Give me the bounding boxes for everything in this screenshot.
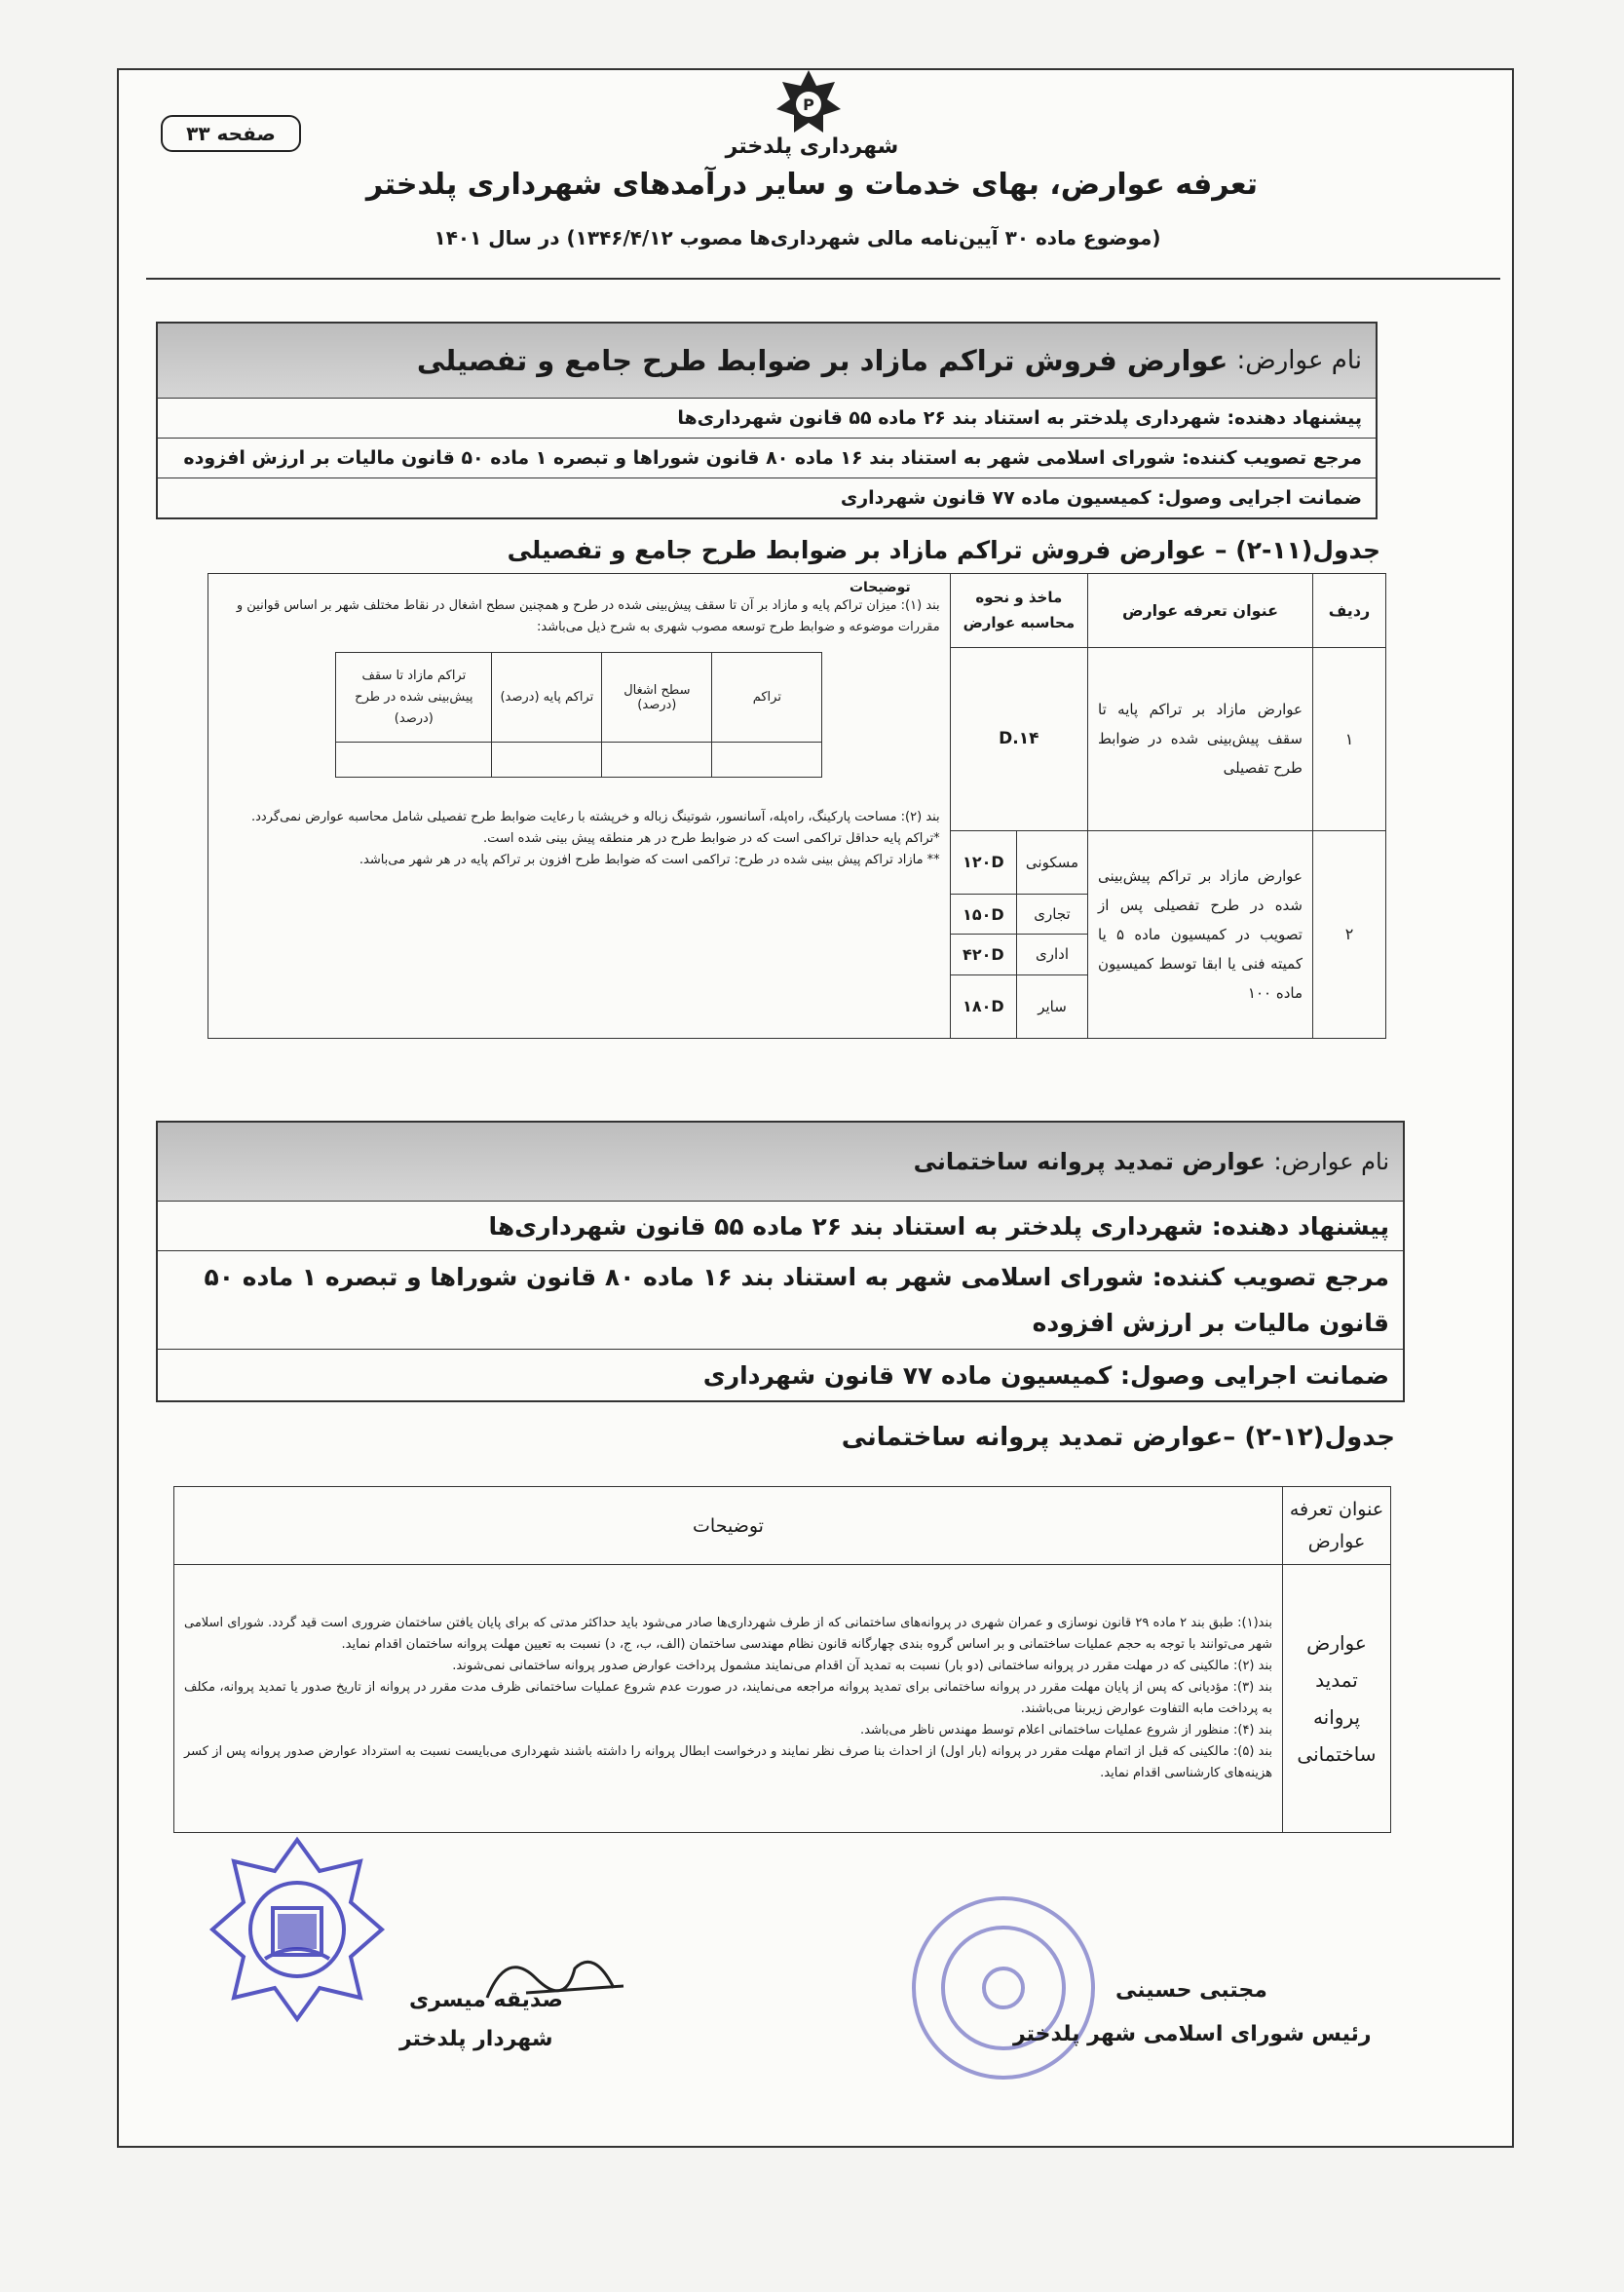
col-header-basis: ماخذ و نحوه محاسبه عوارض: [950, 574, 1087, 648]
renewal-note-2: بند (۲): مالکینی که در مهلت مقرر در پروانه ساختمانی (دو بار) نسبت به تمدید آن اقدام می‌نمایند مشمول پرداخت عوارض صدور پروانه ساختمانی نمی‌شوند.: [452, 1658, 1272, 1673]
col-header-notes: توضیحات: [174, 1487, 1283, 1565]
section1-table: [208, 573, 1386, 1039]
municipality-stamp-icon: [205, 1832, 390, 2027]
section1-proposer: پیشنهاد دهنده: شهرداری پلدختر به استناد بند ۲۶ ماده ۵۵ قانون شهرداری‌ها: [158, 398, 1376, 438]
section1-notes-cell: [208, 574, 951, 1039]
note-1: بند (۱): میزان تراکم پایه و مازاد بر آن تا سقف پیش‌بینی شده در طرح و همچنین سطح اشغال در نقاط مختلف شهر بر اساس قوانین و مقررات موضوعه و ضوابط طرح توسعه مصوب شهری به شرح ذیل می‌باشد:: [236, 598, 940, 635]
section2-approver: مرجع تصویب کننده: شورای اسلامی شهر به استناد بند ۱۶ ماده ۸۰ قانون شوراها و تبصره ۱ ماده ۵۰ قانون مالیات بر ارزش افزوده: [158, 1250, 1403, 1349]
section2-table-caption: جدول(۱۲-۲) –عوارض تمدید پروانه ساختمانی: [841, 1423, 1395, 1452]
density-col-1: تراکم: [712, 653, 822, 743]
section2-row-title: عوارض تمدید پروانه ساختمانی: [1283, 1565, 1391, 1833]
row1-title: عوارض مازاد بر تراکم پایه تا سقف پیش‌بینی شده در ضوابط طرح تفصیلی: [1088, 648, 1313, 830]
renewal-note-5: بند (۵): مالکینی که قبل از اتمام مهلت مقرر در پروانه (بار اول) از احداث بنا صرف نظر نمایند و درخواست ابطال پروانه را داشته باشند شهرداری می‌بایست نسبت به استرداد عوارض صدور پروانه پس از کسر هزینه‌های کارشناسی اقدام نماید.: [184, 1744, 1273, 1781]
density-col-3: تراکم پایه (درصد): [492, 653, 602, 743]
row2-use-commercial: تجاری: [1017, 894, 1088, 934]
renewal-note-1: بند(۱): طبق بند ۲ ماده ۲۹ قانون نوسازی و عمران شهری در پروانه‌های ساختمانی که از طرف شهرداری‌ها صادر می‌شود باید حداکثر مدتی که برای پایان یافتن ساختمان ضروری است قید گردد. شورای اسلامی شهر می‌توانند با توجه به حجم عملیات ساختمانی و بر اساس گروه بندی چهارگانه قانون نظام مهندسی ساختمان (الف، ب، ج، د) نسبت به تعیین مهلت پروانه ساختمان اقدام نماید.: [184, 1615, 1272, 1652]
notes-title: توضیحات: [849, 580, 911, 595]
note-2: بند (۲): مساحت پارکینگ، راه‌پله، آسانسور، شوتینگ زباله و خرپشته با رعایت ضوابط طرح تفصیلی شامل محاسبه عوارض نمی‌گردد.: [251, 810, 940, 825]
renewal-note-3: بند (۳): مؤدیانی که پس از پایان مهلت مقرر در پروانه ساختمانی برای تمدید پروانه مراجعه می‌نمایند، در صورت عدم شروع عملیات ساختمانی ظرف مدت مقرر در پروانه از تاریخ صدور یا تمدید پروانه، مکلف به پرداخت مابه التفاوت عوارض زیربنا می‌باشند.: [184, 1679, 1272, 1716]
page-number-box: صفحه ۳۳: [161, 115, 301, 152]
section1-name-label: نام عوارض:: [1236, 346, 1362, 375]
col-header-row: ردیف: [1313, 574, 1386, 648]
row1-basis: ۱۴.D: [950, 648, 1087, 830]
row2-value-office: ۴۲۰D: [950, 935, 1016, 974]
section2-name-row: [158, 1123, 1403, 1201]
section2-guarantee: ضمانت اجرایی وصول: کمیسیون ماده ۷۷ قانون شهرداری: [158, 1349, 1403, 1400]
density-col-4: تراکم مازاد تا سقف پیش‌بینی شده در طرح (درصد): [336, 653, 492, 743]
section2-name-value: عوارض تمدید پروانه ساختمانی: [913, 1148, 1266, 1175]
council-head-role: رئیس شورای اسلامی شهر پلدختر: [1013, 2022, 1372, 2046]
density-cell: [712, 743, 822, 778]
section1-table-caption: جدول(۱۱-۲) – عوارض فروش تراکم مازاد بر ضوابط طرح جامع و تفصیلی: [507, 536, 1380, 564]
section1-name-row: [158, 324, 1376, 398]
page-title: تعرفه عوارض، بهای خدمات و سایر درآمدهای شهرداری پلدختر: [365, 168, 1259, 202]
note-3: *تراکم پایه حداقل تراکمی است که در ضوابط طرح در هر منطقه پیش بینی شده است.: [483, 831, 940, 847]
section2-proposer: پیشنهاد دهنده: شهرداری پلدختر به استناد بند ۲۶ ماده ۵۵ قانون شهرداری‌ها: [158, 1201, 1403, 1250]
col-header-fee-title: عنوان تعرفه عوارض: [1283, 1487, 1391, 1565]
note-4: ** مازاد تراکم پیش بینی شده در طرح: تراکمی است که ضوابط طرح افزون بر تراکم پایه در هر شهر می‌باشد.: [359, 853, 940, 868]
section1-info-box: [156, 322, 1378, 519]
section1-guarantee: ضمانت اجرایی وصول: کمیسیون ماده ۷۷ قانون شهرداری: [158, 478, 1376, 517]
section2-info-box: [156, 1121, 1405, 1402]
density-col-2: سطح اشغال (درصد): [602, 653, 712, 743]
col-header-title: عنوان تعرفه عوارض: [1088, 574, 1313, 648]
council-head-name: مجتبی حسینی: [1115, 1978, 1267, 2003]
row2-title: عوارض مازاد بر تراکم پیش‌بینی شده در طرح تفصیلی پس از تصویب در کمیسیون ماده ۵ یا کمیته فنی یا ابقا توسط کمیسیون ماده ۱۰۰: [1088, 830, 1313, 1038]
section1-name-value: عوارض فروش تراکم مازاد بر ضوابط طرح جامع و تفصیلی: [416, 344, 1228, 377]
council-stamp-icon: [906, 1891, 1101, 2085]
renewal-note-4: بند (۴): منظور از شروع عملیات ساختمانی اعلام توسط مهندس ناظر می‌باشد.: [860, 1723, 1272, 1738]
density-cell: [492, 743, 602, 778]
mayor-role: شهردار پلدختر: [399, 2027, 553, 2051]
header-divider: [146, 278, 1500, 280]
section2-name-label: نام عوارض:: [1273, 1148, 1389, 1175]
section2-table: [173, 1486, 1391, 1833]
row2-use-office: اداری: [1017, 935, 1088, 974]
row2-use-residential: مسکونی: [1017, 830, 1088, 894]
density-cell: [336, 743, 492, 778]
section1-approver: مرجع تصویب کننده: شورای اسلامی شهر به استناد بند ۱۶ ماده ۸۰ قانون شوراها و تبصره ۱ ماده ۵۰ قانون مالیات بر ارزش افزوده: [158, 438, 1376, 478]
row2-use-other: سایر: [1017, 974, 1088, 1038]
mayor-name: صدیقه میسری: [409, 1988, 563, 2012]
row2-value-other: ۱۸۰D: [950, 974, 1016, 1038]
org-name: شهرداری پلدختر: [725, 134, 899, 159]
row2-num: ۲: [1313, 830, 1386, 1038]
municipality-logo-icon: [774, 68, 843, 136]
row1-num: ۱: [1313, 648, 1386, 830]
row2-value-residential: ۱۲۰D: [950, 830, 1016, 894]
page-subtitle: (موضوع ماده ۳۰ آیین‌نامه مالی شهرداری‌ها مصوب ۱۳۴۶/۴/۱۲) در سال ۱۴۰۱: [434, 226, 1161, 249]
row2-value-commercial: ۱۵۰D: [950, 894, 1016, 934]
density-table: [335, 652, 822, 778]
svg-text:P: P: [803, 96, 814, 114]
density-cell: [602, 743, 712, 778]
section2-notes-cell: [174, 1565, 1283, 1833]
